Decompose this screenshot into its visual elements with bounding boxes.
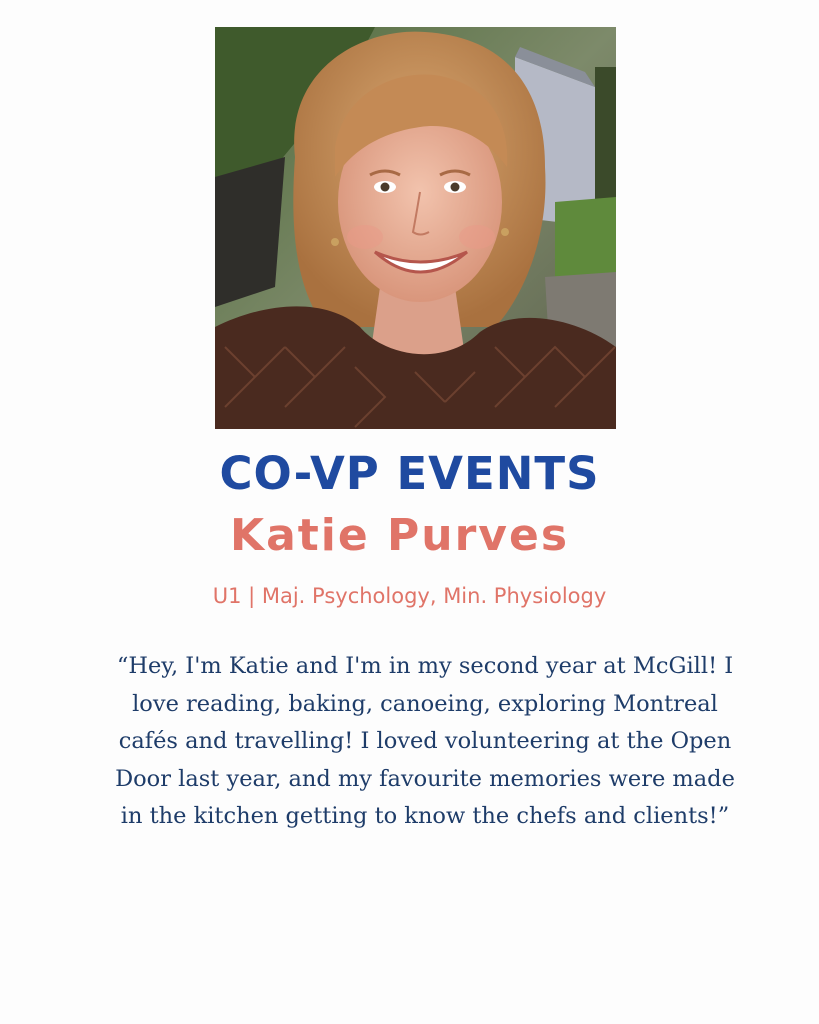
person-name: Katie Purves (229, 510, 570, 561)
role-title: CO-VP EVENTS (219, 447, 600, 500)
program-info: U1 | Maj. Psychology, Min. Physiology (212, 584, 607, 608)
bio-quote: “Hey, I'm Katie and I'm in my second year at McGill! I love reading, baking, canoeing, exploring Montreal cafés and travelling! I loved volunteering at the Open Door last year, and my favourite memories were made in the kitchen getting to know the chefs and clients!” (115, 653, 735, 829)
profile-photo (215, 27, 616, 429)
